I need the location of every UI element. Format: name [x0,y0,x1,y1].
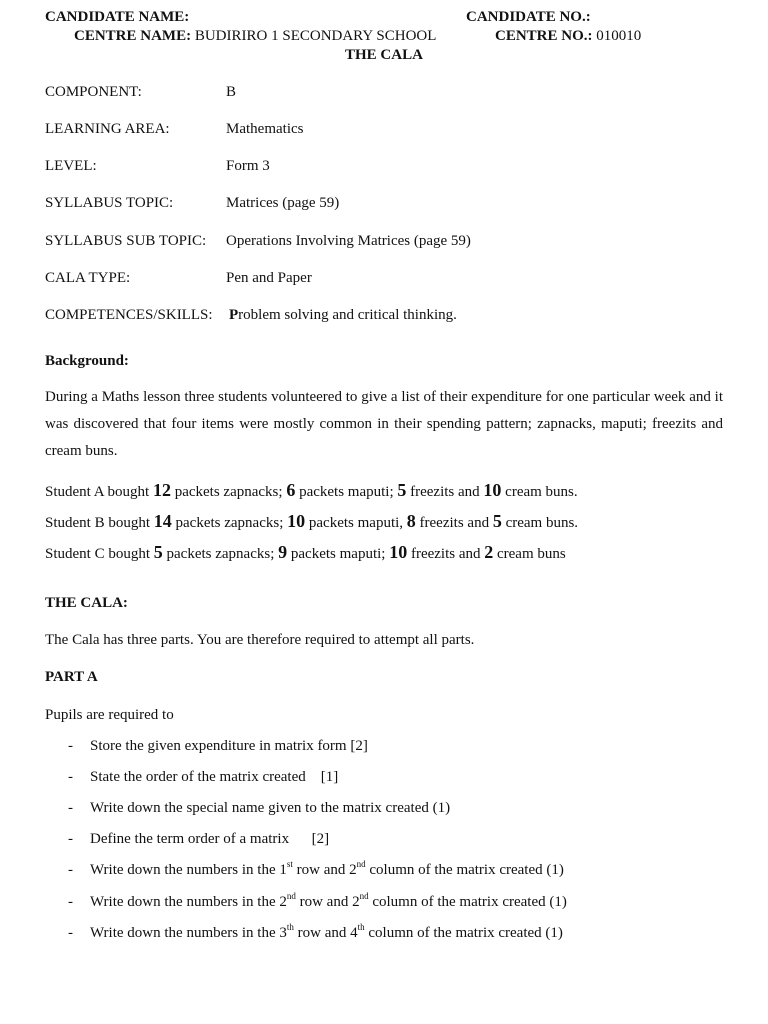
background-heading: Background: [45,353,129,369]
task-text: row and 4 [293,925,358,941]
field-label-component: COMPONENT: [45,84,142,100]
ordinal-suffix: nd [356,859,366,869]
task-text: column of the matrix created (1) [365,862,564,878]
quantity: 12 [152,480,171,500]
item-text: packets maputi, [305,515,407,531]
task-text: Write down the numbers in the 2 [90,894,287,910]
cala-heading: THE CALA: [45,595,128,611]
bullet-dash: - [68,894,73,910]
quantity: 8 [406,511,416,531]
task-item [90,891,567,911]
candidate-no-label: CANDIDATE NO.: [466,9,591,25]
item-text: packets maputi; [287,546,390,562]
centre-name [74,28,436,45]
item-text: freezits and [407,546,485,562]
item-text: freezits and [406,484,484,500]
quantity: 5 [153,542,163,562]
item-text: cream buns. [501,515,579,531]
centre-name-value: BUDIRIRO 1 SECONDARY SCHOOL [194,28,437,44]
ordinal-suffix: th [357,922,365,932]
task-text: column of the matrix created (1) [364,925,563,941]
document-title: THE CALA [345,47,423,63]
quantity: 10 [483,480,502,500]
quantity: 10 [389,542,408,562]
quantity: 6 [286,480,296,500]
item-text: packets zapnacks; [171,515,288,531]
centre-no-label: CENTRE NO.: [495,28,593,44]
quantity: 5 [397,480,407,500]
background-paragraph: During a Maths lesson three students volunteered to give a list of their expenditure for one particular week and it was discovered that four items were mostly common in their spending pattern; zapnacks, maputi; freezits and cream buns. [45,389,723,459]
item-text: freezits and [415,515,493,531]
centre-no [495,28,641,45]
field-label-competences: COMPETENCES/SKILLS: [45,307,213,323]
bullet-dash: - [68,800,73,816]
task-item: Store the given expenditure in matrix form [2] [90,738,368,754]
field-label-level: LEVEL: [45,158,97,174]
bullet-dash: - [68,738,73,754]
student-prefix: Student C bought [45,546,154,562]
competences-rest: roblem solving and critical thinking. [238,307,457,323]
part-a-intro: Pupils are required to [45,707,174,723]
field-value-syllabus-topic: Matrices (page 59) [226,195,340,211]
student-line [45,511,578,532]
student-line [45,542,566,563]
task-text: Write down the numbers in the 1 [90,862,287,878]
ordinal-suffix: nd [286,891,296,901]
item-text: packets maputi; [295,484,398,500]
ordinal-suffix: nd [359,891,369,901]
field-value-cala-type: Pen and Paper [226,270,312,286]
task-text: row and 2 [292,862,357,878]
field-value-level: Form 3 [226,158,270,174]
centre-no-value: 010010 [596,28,642,44]
task-text: column of the matrix created (1) [368,894,567,910]
task-item: State the order of the matrix created [1] [90,769,339,785]
part-a-heading: PART A [45,669,98,685]
task-item: Write down the special name given to the matrix created (1) [90,800,451,816]
task-item [90,922,563,942]
bullet-dash: - [68,769,73,785]
task-text: Write down the numbers in the 3 [90,925,287,941]
field-value-component: B [226,84,237,100]
item-text: packets zapnacks; [162,546,279,562]
field-label-syllabus-topic: SYLLABUS TOPIC: [45,195,174,211]
student-prefix: Student A bought [45,484,153,500]
item-text: cream buns [493,546,566,562]
item-text: cream buns. [501,484,578,500]
bullet-dash: - [68,925,73,941]
ordinal-suffix: st [286,859,293,869]
centre-name-label: CENTRE NAME: [74,28,192,44]
field-value-learning-area: Mathematics [226,121,304,137]
task-item [90,859,564,879]
candidate-name-label: CANDIDATE NAME: [45,9,190,25]
quantity: 10 [287,511,306,531]
student-line [45,480,578,501]
field-label-learning-area: LEARNING AREA: [45,121,170,137]
item-text: packets zapnacks; [170,484,287,500]
quantity: 2 [484,542,494,562]
quantity: 14 [153,511,172,531]
task-item: Define the term order of a matrix [2] [90,831,330,847]
field-value-competences [229,307,457,324]
field-label-cala-type: CALA TYPE: [45,270,131,286]
cala-intro: The Cala has three parts. You are therefore required to attempt all parts. [45,632,475,648]
quantity: 9 [278,542,288,562]
bullet-dash: - [68,831,73,847]
field-label-syllabus-sub-topic: SYLLABUS SUB TOPIC: [45,233,207,249]
field-value-syllabus-sub-topic: Operations Involving Matrices (page 59) [226,233,471,249]
quantity: 5 [492,511,502,531]
task-text: row and 2 [295,894,360,910]
student-prefix: Student B bought [45,515,154,531]
ordinal-suffix: th [286,922,294,932]
bullet-dash: - [68,862,73,878]
competences-initial: P [229,307,239,323]
